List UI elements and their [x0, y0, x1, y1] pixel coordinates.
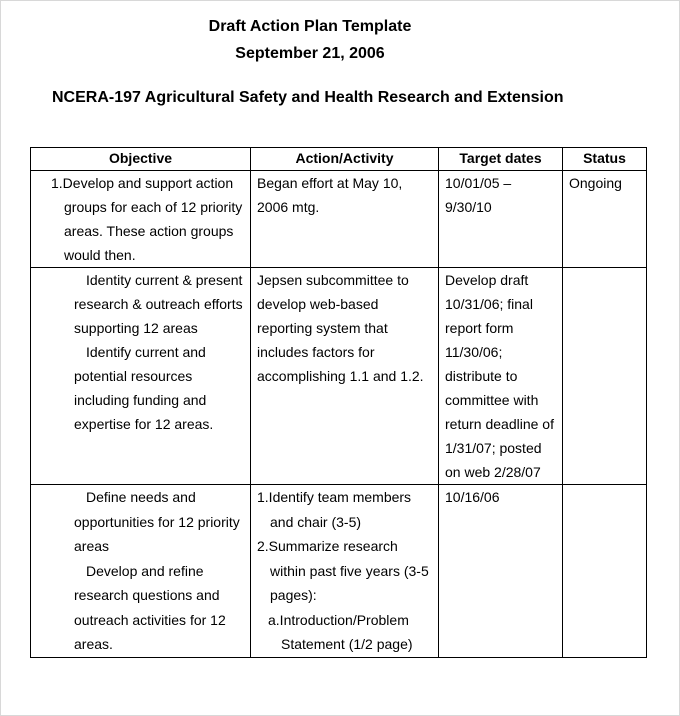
activity-substep: a.Introduction/Problem Statement (1/2 page) [268, 611, 413, 652]
table-row [31, 485, 647, 658]
target-dates-cell: 10/01/05 – 9/30/10 [439, 171, 563, 268]
objective-text: 1.Develop and support action groups for each of 12 priority areas. These action groups would then. [51, 175, 243, 263]
activity-cell [251, 485, 439, 658]
activity-text: Began effort at May 10, 2006 mtg. [257, 175, 403, 215]
status-cell [563, 485, 647, 658]
table-header-row [31, 148, 647, 171]
header-objective: Objective [31, 148, 251, 171]
target-dates-cell: Develop draft 10/31/06; final report form 11/30/06; distribute to committee with return deadline of 1/31/07; posted on web 2/28/07 [439, 268, 563, 485]
target-dates-cell: 10/16/06 [439, 485, 563, 658]
status-cell: Ongoing [563, 171, 647, 268]
objective-text: Identity current & present research & outreach efforts supporting 12 areas [74, 272, 243, 336]
objective-cell [31, 268, 251, 485]
status-cell [563, 268, 647, 485]
activity-cell [251, 171, 439, 268]
objective-cell [31, 485, 251, 658]
table-row [31, 268, 647, 485]
header-target-dates: Target dates [439, 148, 563, 171]
objective-text: Identify current and potential resources including funding and expertise for 12 areas. [74, 344, 214, 432]
activity-step: 1.Identify team members and chair (3-5) [257, 489, 412, 530]
activity-step: 2.Summarize research within past five years (3-5 pages): [257, 538, 429, 603]
activity-text: Jepsen subcommittee to develop web-based reporting system that includes factors for accomplishing 1.1 and 1.2. [257, 272, 424, 384]
header-status: Status [563, 148, 647, 171]
document-date: September 21, 2006 [235, 45, 385, 62]
objective-cell [31, 171, 251, 268]
activity-cell [251, 268, 439, 485]
document-title: Draft Action Plan Template [208, 18, 412, 35]
header-action-activity: Action/Activity [251, 148, 439, 171]
objective-text: Define needs and opportunities for 12 priority areas [74, 489, 240, 554]
action-plan-table [30, 147, 647, 658]
table-row [31, 171, 647, 268]
document-subtitle: NCERA-197 Agricultural Safety and Health Research and Extension [52, 89, 564, 106]
objective-text: Develop and refine research questions and outreach activities for 12 areas. [74, 562, 226, 652]
